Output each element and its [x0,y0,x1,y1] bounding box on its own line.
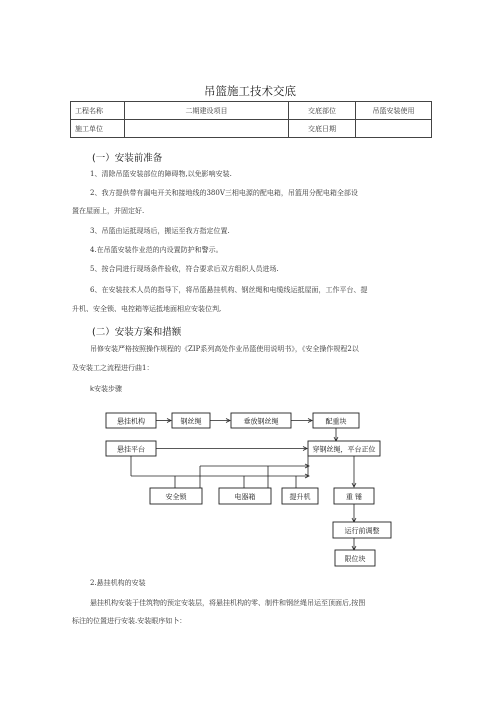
steps-label: k安装步骤 [90,385,123,393]
box-hang-wire-rope-label: 垂放钢丝绳 [243,417,279,426]
list-item: 6、在安装技术人员的指导下，将吊篮悬挂机构、钢丝绳和电缆线运抵屋面，工作平台、提 [90,286,368,294]
list-item: 4.在吊篮安装作业范的内设置防护和警示。 [90,246,223,254]
body-paragraph: 悬挂机构安装于佳筑物的预定安装层，将悬挂机构的零、制件和钢丝绳吊运至顶面后,按图 [90,599,366,607]
section-heading-preparation: (一）安装前准备 [92,153,163,164]
list-item-continuation: 升机、安全锁、电控箱等运抵地面相应安装位判, [72,305,222,313]
label-handover-date: 交底日期 [289,120,356,138]
body-paragraph-continuation: 标注的位置进行安装.安装眼序如卜： [72,617,187,625]
section-heading-suspension-install: 2.悬挂机构的安装 [90,579,146,587]
list-item: 5、按合同进行现场条件验收，符合要求后双方组织人员进场. [90,265,279,273]
label-construction-unit: 施工单位 [71,120,125,138]
value-handover-part: 吊篮安装使用 [356,102,432,120]
box-safety-lock-label: 安全锁 [165,493,187,501]
section-heading-plan: (二）安装方案和措额 [92,327,182,338]
box-hoist-label: 提升机 [289,493,311,501]
box-control-box-label: 电器箱 [234,493,256,501]
box-counterweight-label: 配重块 [325,417,347,426]
box-wire-rope-label: 钢丝绳 [180,417,202,426]
intro-paragraph-continuation: 及安装工之流程进行曲1： [72,364,154,372]
value-project-name: 二期建设项目 [125,102,289,120]
label-project-name: 工程名称 [71,102,125,120]
intro-paragraph: 吊修安装严格按照操作规程的《ZIP系列高处作业吊篮使用说明书》，《安全操作规程2以 [90,345,359,353]
list-item: 1、清除吊篮安装部位的障碍物,以免影响安装. [90,170,232,178]
list-item-continuation: 置在屋面上，并固定好. [72,207,145,215]
box-heavy-hammer-label: 重 锤 [345,493,363,501]
label-handover-part: 交底部位 [289,102,356,120]
list-item: 3、吊篮由运抵现场后，搬运至我方指定位置. [90,227,230,235]
box-limit-block-label: 限位块 [344,555,366,563]
list-item: 2、我方提供带有漏电开关和接地线的380V三相电源的配电箱，吊篮用分配电箱全部设 [90,189,358,197]
document-title: 吊篮施工技术交底 [204,84,296,98]
box-suspended-platform-label: 悬挂平台 [117,445,145,454]
box-thread-wire-align-label: 穿钢丝绳，平台正位 [312,445,376,454]
box-pre-run-adjust-label: 运行前调整 [344,527,380,535]
box-suspension-mechanism-label: 悬挂机构 [117,417,145,426]
